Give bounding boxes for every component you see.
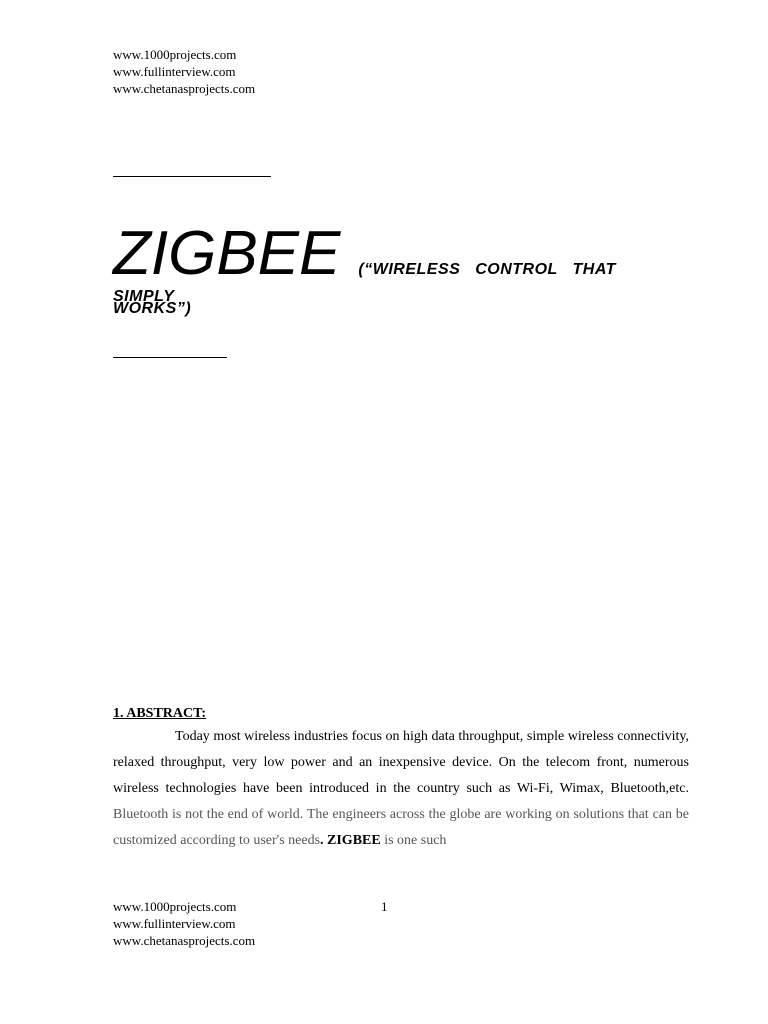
document-title — [113, 220, 689, 318]
abstract-text-4: is one such — [380, 833, 447, 848]
footer-link-chetanasprojects[interactable]: www.chetanasprojects.com — [113, 933, 256, 948]
header-links — [113, 46, 255, 97]
abstract-section — [113, 704, 689, 854]
title-subtitle-line1: (“WIRELESS CONTROL THAT SIMPLY — [113, 261, 616, 305]
abstract-text-zigbee: . ZIGBEE — [320, 833, 381, 848]
footer-links — [113, 898, 255, 949]
title-main: ZIGBEE — [113, 219, 341, 288]
page-number: 1 — [381, 899, 388, 914]
header-link-1000projects[interactable]: www.1000projects.com — [113, 47, 237, 62]
header-link-chetanasprojects[interactable]: www.chetanasprojects.com — [113, 81, 256, 96]
footer-link-1000projects[interactable]: www.1000projects.com — [113, 899, 237, 914]
title-subtitle-line2: WORKS”) — [113, 300, 192, 317]
abstract-text-1: Today most wireless industries focus on high data throughput, simple wireless connectivity, relaxed throughput, very low power and an inexpensive device. On the telecom front, numerous wireless technologies have been introduced in the country such as Wi-Fi, Wimax, Bluetooth,etc. — [113, 729, 689, 796]
header-link-fullinterview[interactable]: www.fullinterview.com — [113, 64, 236, 79]
divider-line-bottom — [113, 357, 227, 358]
divider-line-top — [113, 176, 271, 177]
abstract-text-2: Bluetooth is not the end of world. The engineers across the globe are working on solutions that can be customized according to user's needs — [113, 807, 689, 848]
footer-link-fullinterview[interactable]: www.fullinterview.com — [113, 916, 236, 931]
abstract-paragraph — [113, 724, 689, 854]
abstract-heading: 1. ABSTRACT: — [113, 706, 207, 721]
